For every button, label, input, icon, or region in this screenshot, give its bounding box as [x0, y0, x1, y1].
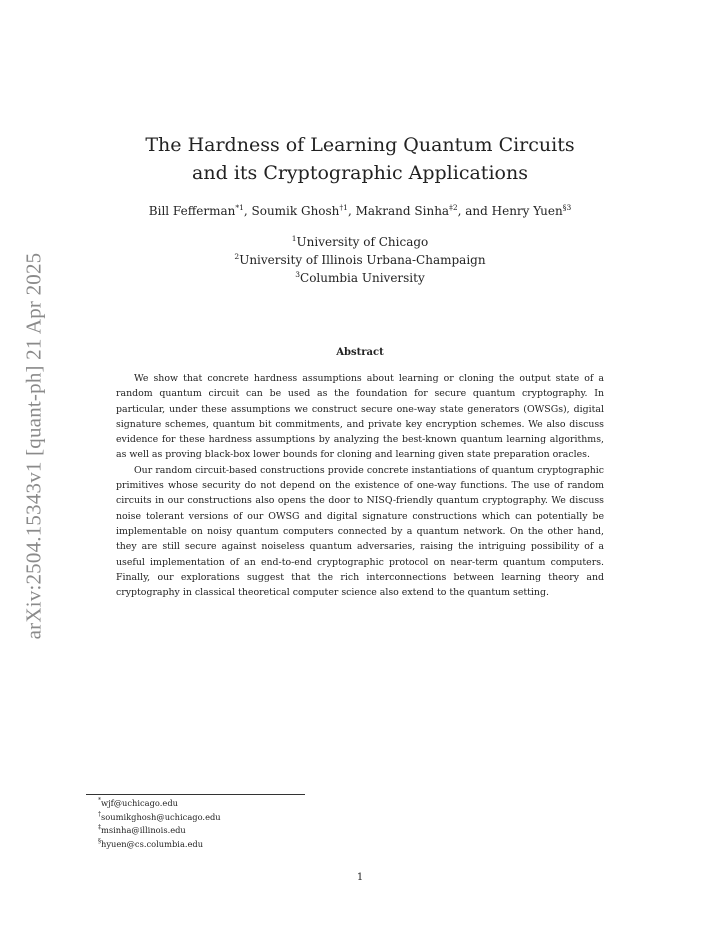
footnote — [98, 811, 221, 825]
affiliation-mark: 2 — [234, 252, 240, 261]
author-separator: , — [243, 204, 252, 218]
paper-title — [0, 131, 720, 187]
affiliation-name: University of Chicago — [296, 235, 429, 249]
page-number: 1 — [356, 872, 364, 883]
paper-title-line-1: The Hardness of Learning Quantum Circuits — [145, 134, 575, 156]
affiliation-name: University of Illinois Urbana-Champaign — [239, 253, 486, 267]
affiliation — [0, 251, 720, 269]
author-name: Henry Yuen — [491, 204, 563, 218]
author-name: Bill Fefferman — [148, 204, 236, 218]
footnote — [98, 797, 221, 811]
footnote — [98, 838, 221, 852]
footnote-divider — [86, 794, 305, 795]
arxiv-identifier-stamp: arXiv:2504.15343v1 [quant-ph] 21 Apr 2025 — [21, 252, 46, 640]
footnote-email: soumikghosh@uchicago.edu — [101, 811, 221, 822]
author-separator: , — [347, 204, 356, 218]
author-name: Makrand Sinha — [355, 204, 450, 218]
footnote-email: msinha@illinois.edu — [101, 825, 186, 835]
footnote-list — [98, 797, 221, 851]
affiliation-mark: 3 — [295, 270, 301, 279]
footnote-mark: § — [98, 837, 101, 845]
author-name: Soumik Ghosh — [251, 204, 340, 218]
abstract-heading: Abstract — [336, 347, 384, 358]
affiliation-mark: 1 — [291, 234, 297, 243]
paper-title-line-2: and its Cryptographic Applications — [192, 162, 528, 184]
author-marks: §3 — [562, 203, 572, 212]
author-separator: , and — [457, 204, 492, 218]
abstract-paragraph-1: We show that concrete hardness assumptions about learning or cloning the output state of a random quantum circuit can be used as the foundation for secure quantum cryptography. In particular, under these assumptions we construct secure one-way state generators (OWSGs), digital signature schemes, quantum bit commitments, and private key encryption schemes. We also discuss evidence for these hardness assumptions by analyzing the best-known quantum learning algorithms, as well as proving black-box lower bounds for cloning and learning given state preparation oracles. — [116, 373, 604, 461]
footnote-mark: ‡ — [98, 824, 101, 832]
abstract-body — [116, 371, 604, 600]
footnote-email: hyuen@cs.columbia.edu — [101, 838, 204, 849]
abstract-paragraph-2: Our random circuit-based constructions provide concrete instantiations of quantum cryptographic primitives whose security do not depend on the existence of one-way functions. The use of random circuits in our constructions also opens the door to NISQ-friendly quantum cryptography. We discuss noise tolerant versions of our OWSG and digital signature constructions which can potentially be implementable on noisy quantum computers connected by a quantum network. On the other hand, they are still secure against noiseless quantum adversaries, raising the intriguing possibility of a useful implementation of an end-to-end cryptographic protocol on near-term quantum computers. Finally, our explorations suggest that the rich interconnections between learning theory and cryptography in classical theoretical computer science also extend to the quantum setting. — [116, 464, 604, 599]
author-list — [0, 202, 720, 220]
affiliation-list — [0, 233, 720, 287]
author-marks: ‡2 — [449, 203, 458, 212]
author-marks: †1 — [339, 203, 348, 212]
affiliation — [0, 233, 720, 251]
footnote-email: wjf@uchicago.edu — [101, 798, 178, 808]
footnote-mark: * — [98, 797, 101, 805]
footnote — [98, 824, 221, 838]
affiliation-name: Columbia University — [300, 271, 425, 285]
author-marks: *1 — [235, 203, 244, 212]
affiliation — [0, 269, 720, 287]
footnote-mark: † — [98, 810, 101, 818]
